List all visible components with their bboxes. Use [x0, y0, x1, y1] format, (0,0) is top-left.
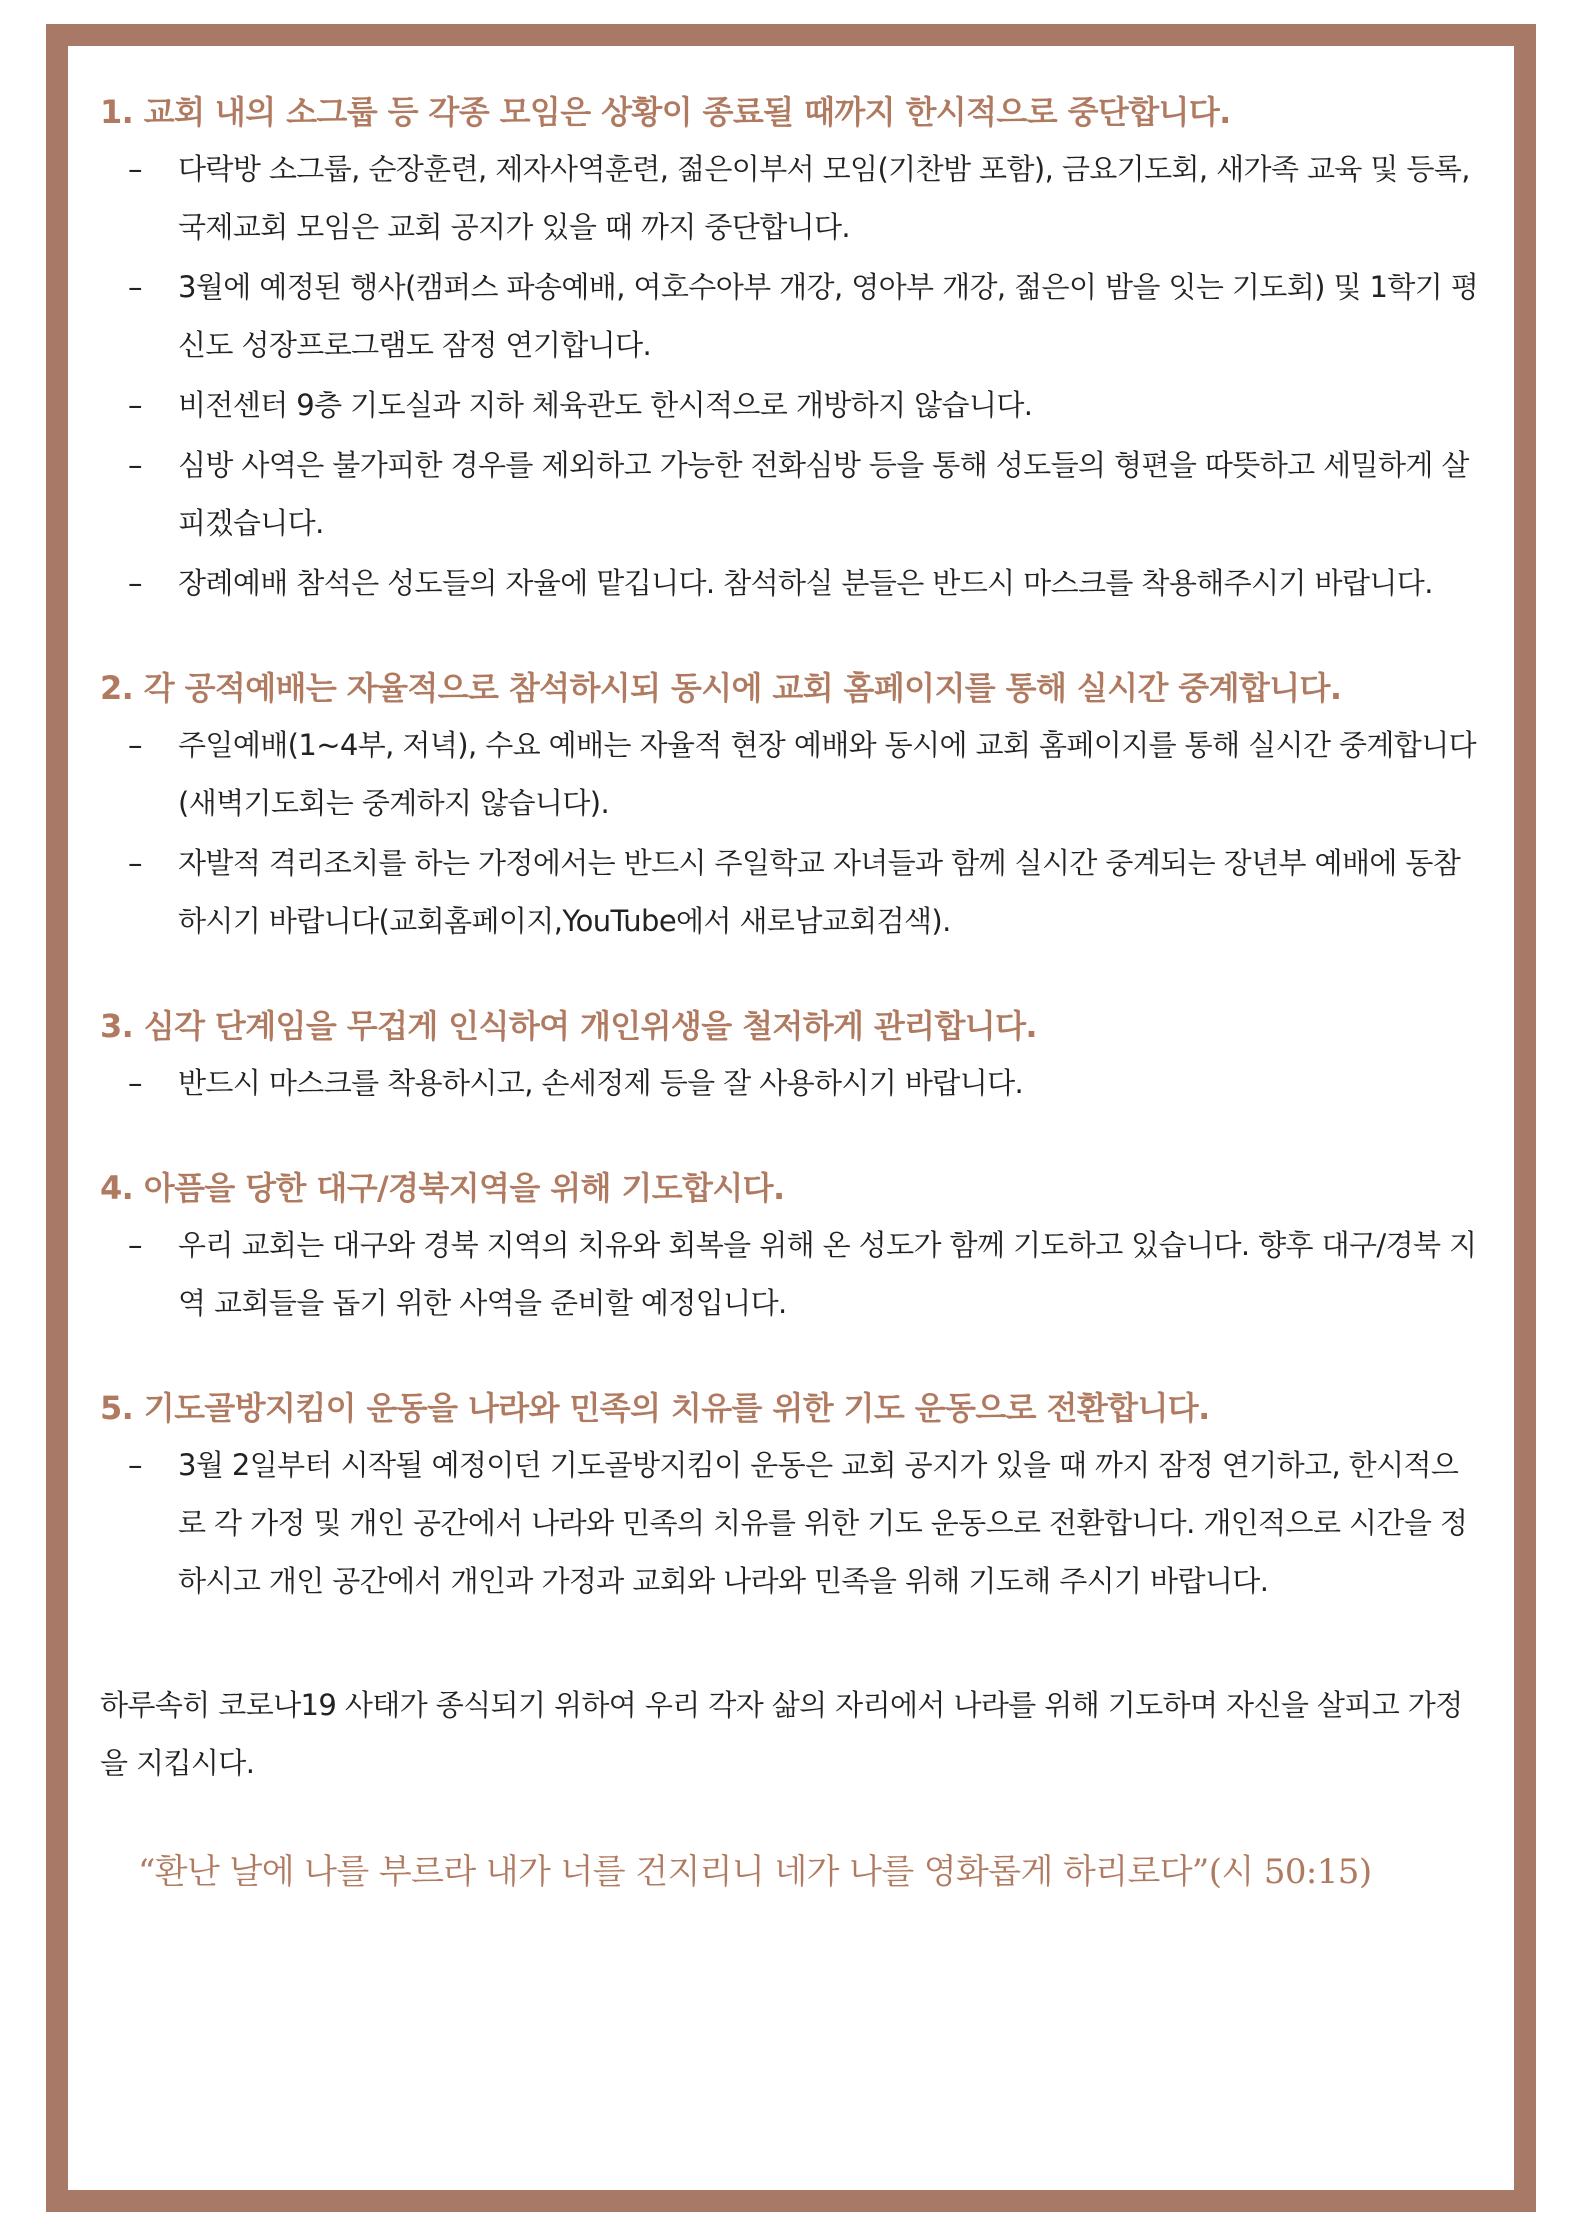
bullet-item	[128, 1216, 1480, 1332]
section-5-heading: 5. 기도골방지킴이 운동을 나라와 민족의 치유를 위한 기도 운동으로 전환합니다.	[100, 1389, 1210, 1427]
closing-paragraph: 하루속히 코로나19 사태가 종식되기 위하여 우리 각자 삶의 자리에서 나라를 위해 기도하며 자신을 살피고 가정을 지킵시다.	[100, 1688, 1463, 1780]
bullet-item	[128, 1054, 1480, 1112]
bullet-item	[128, 376, 1480, 434]
bullet-text: 심방 사역은 불가피한 경우를 제외하고 가능한 전화심방 등을 통해 성도들의 형편을 따뜻하고 세밀하게 살피겠습니다.	[178, 448, 1469, 540]
bullet-text: 우리 교회는 대구와 경북 지역의 치유와 회복을 위해 온 성도가 함께 기도하고 있습니다. 향후 대구/경북 지역 교회들을 돕기 위한 사역을 준비할 예정입니다.	[178, 1228, 1477, 1320]
bible-verse-quote: “환난 날에 나를 부르라 내가 너를 건지리니 네가 나를 영화롭게 하리로다”(시 50:15)	[138, 1852, 1372, 1892]
dash-icon: –	[128, 566, 143, 600]
dash-icon: –	[128, 728, 143, 762]
section-1-heading: 1. 교회 내의 소그룹 등 각종 모임은 상황이 종료될 때까지 한시적으로 중단합니다.	[100, 93, 1231, 131]
dash-icon: –	[128, 1448, 143, 1482]
bullet-text: 반드시 마스크를 착용하시고, 손세정제 등을 잘 사용하시기 바랍니다.	[178, 1066, 1024, 1100]
bullet-item	[128, 716, 1480, 832]
bullet-item	[128, 258, 1480, 374]
dash-icon: –	[128, 152, 143, 186]
notice-section-4	[100, 1164, 1480, 1332]
bullet-text: 자발적 격리조치를 하는 가정에서는 반드시 주일학교 자녀들과 함께 실시간 중계되는 장년부 예배에 동참하시기 바랍니다(교회홈페이지,YouTube에서 새로남교회검색).	[178, 846, 1461, 938]
bullet-text: 다락방 소그룹, 순장훈련, 제자사역훈련, 젊은이부서 모임(기찬밤 포함), 금요기도회, 새가족 교육 및 등록, 국제교회 모임은 교회 공지가 있을 때 까지 중단합니다.	[178, 152, 1470, 244]
section-2-heading: 2. 각 공적예배는 자율적으로 참석하시되 동시에 교회 홈페이지를 통해 실시간 중계합니다.	[100, 669, 1342, 707]
bullet-item	[128, 1436, 1480, 1610]
notice-content	[100, 88, 1480, 1898]
notice-section-1	[100, 88, 1480, 612]
bullet-text: 장례예배 참석은 성도들의 자율에 맡깁니다. 참석하실 분들은 반드시 마스크를 착용해주시기 바랍니다.	[178, 566, 1433, 600]
bullet-item	[128, 554, 1480, 612]
notice-section-3	[100, 1002, 1480, 1112]
bullet-item	[128, 834, 1480, 950]
dash-icon: –	[128, 1066, 143, 1100]
bullet-text: 비전센터 9층 기도실과 지하 체육관도 한시적으로 개방하지 않습니다.	[178, 388, 1033, 422]
section-3-heading: 3. 심각 단계임을 무겁게 인식하여 개인위생을 철저하게 관리합니다.	[100, 1007, 1037, 1045]
bullet-text: 3월에 예정된 행사(캠퍼스 파송예배, 여호수아부 개강, 영아부 개강, 젊은이 밤을 잇는 기도회) 및 1학기 평신도 성장프로그램도 잠정 연기합니다.	[178, 270, 1479, 362]
notice-section-2	[100, 664, 1480, 950]
bullet-item	[128, 140, 1480, 256]
dash-icon: –	[128, 846, 143, 880]
bullet-text: 3월 2일부터 시작될 예정이던 기도골방지킴이 운동은 교회 공지가 있을 때 까지 잠정 연기하고, 한시적으로 각 가정 및 개인 공간에서 나라와 민족의 치유를 위한 기도 운동으로 전환합니다. 개인적으로 시간을 정하시고 개인 공간에서 개인과 가정과 교회와 나라와 민족을 위해 기도해 주시기 바랍니다.	[178, 1448, 1468, 1598]
bullet-text: 주일예배(1~4부, 저녁), 수요 예배는 자율적 현장 예배와 동시에 교회 홈페이지를 통해 실시간 중계합니다(새벽기도회는 중계하지 않습니다).	[178, 728, 1477, 820]
dash-icon: –	[128, 1228, 143, 1262]
notice-section-5	[100, 1384, 1480, 1610]
dash-icon: –	[128, 448, 143, 482]
section-4-heading: 4. 아픔을 당한 대구/경북지역을 위해 기도합시다.	[100, 1169, 785, 1207]
dash-icon: –	[128, 270, 143, 304]
dash-icon: –	[128, 388, 143, 422]
bullet-item	[128, 436, 1480, 552]
